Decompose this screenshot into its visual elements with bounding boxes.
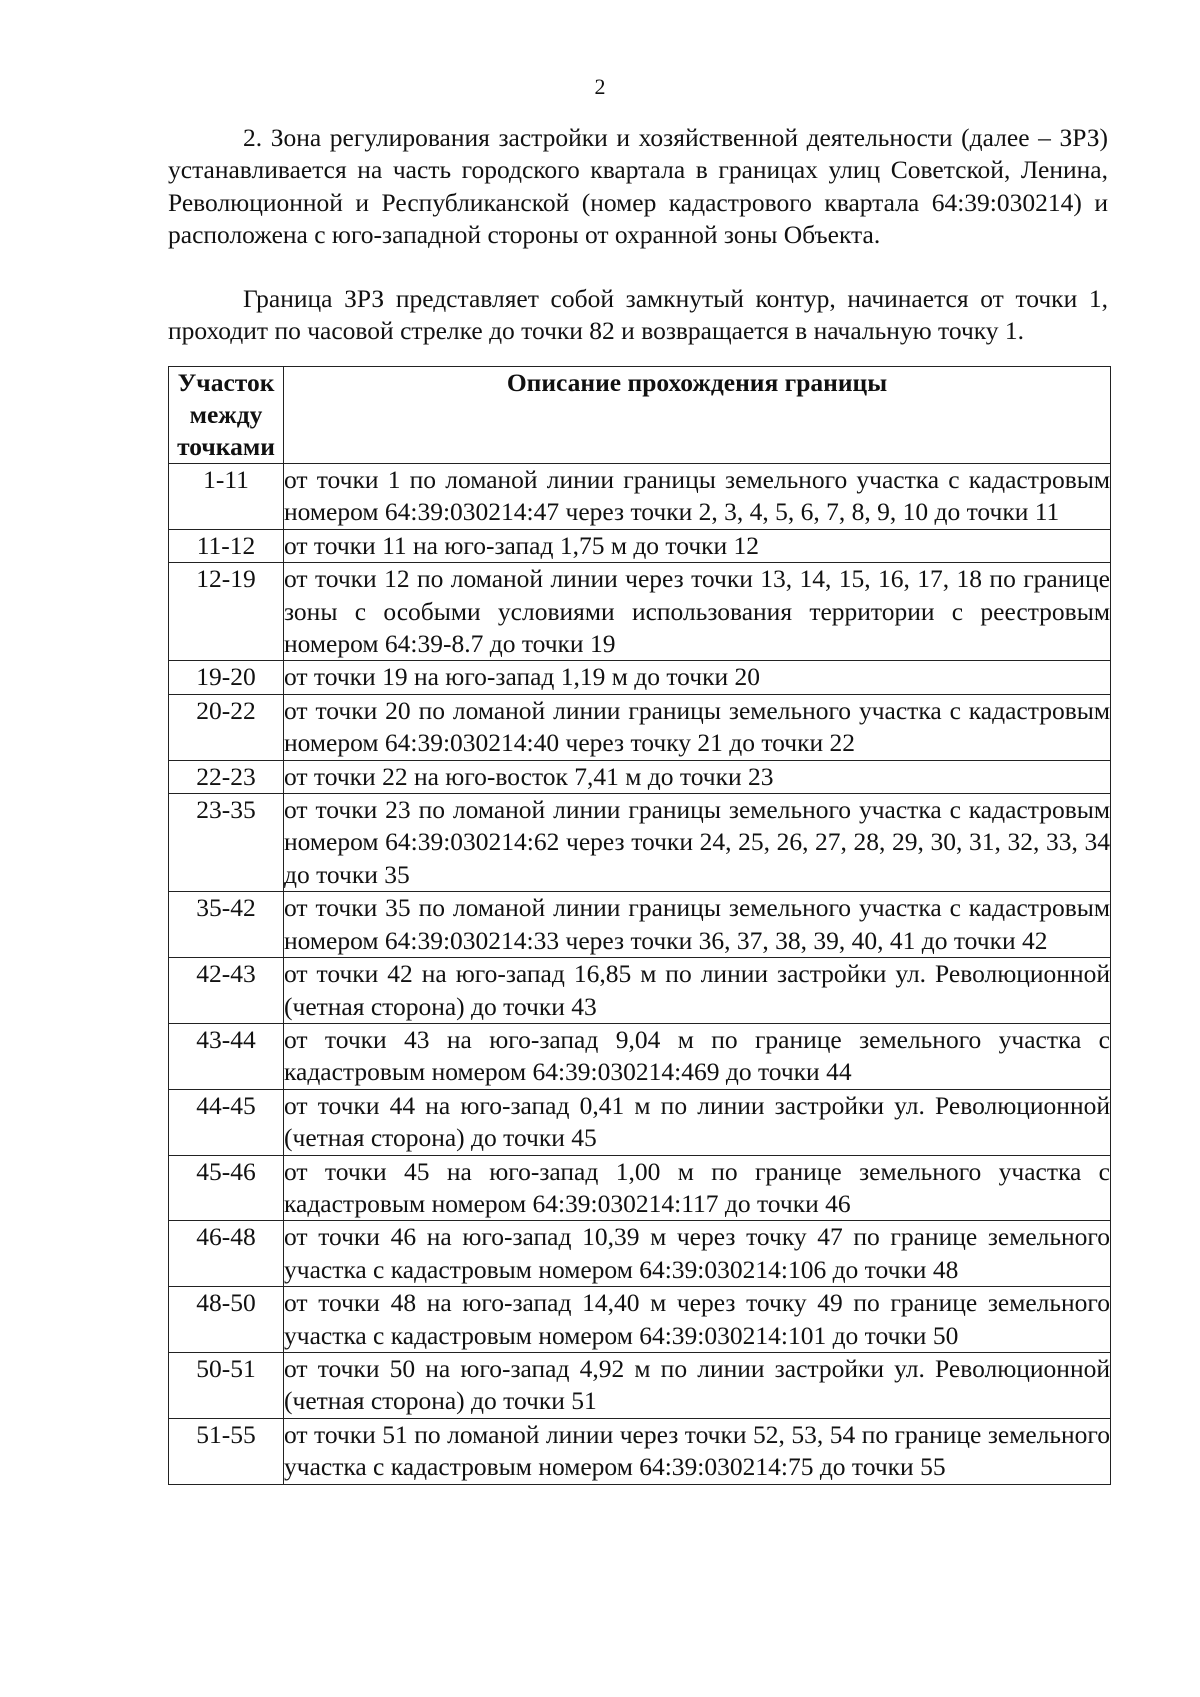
description-cell: от точки 23 по ломаной линии границы земельного участка с кадастровым номером 64:39:030214:62 через точки 24, 25, 26, 27, 28, 29, 30, 31, 32, 33, 34 до точки 35 xyxy=(284,794,1111,892)
segment-cell: 46-48 xyxy=(169,1221,284,1287)
description-cell: от точки 19 на юго-запад 1,19 м до точки 20 xyxy=(284,661,1111,694)
segment-cell: 50-51 xyxy=(169,1352,284,1418)
segment-cell: 44-45 xyxy=(169,1089,284,1155)
description-cell: от точки 43 на юго-запад 9,04 м по границе земельного участка с кадастровым номером 64:39:030214:469 до точки 44 xyxy=(284,1023,1111,1089)
segment-cell: 43-44 xyxy=(169,1023,284,1089)
boundary-table xyxy=(168,366,1111,1485)
paragraph-boundary-contour: Граница ЗРЗ представляет собой замкнутый контур, начинается от точки 1, проходит по часовой стрелке до точки 82 и возвращается в начальную точку 1. xyxy=(168,284,1108,346)
description-cell: от точки 46 на юго-запад 10,39 м через точку 47 по границе земельного участка с кадастровым номером 64:39:030214:106 до точки 48 xyxy=(284,1221,1111,1287)
description-cell: от точки 11 на юго-запад 1,75 м до точки 12 xyxy=(284,529,1111,562)
segment-cell: 19-20 xyxy=(169,661,284,694)
boundary-table-body xyxy=(169,464,1111,1485)
segment-cell: 11-12 xyxy=(169,529,284,562)
description-cell: от точки 20 по ломаной линии границы земельного участка с кадастровым номером 64:39:030214:40 через точку 21 до точки 22 xyxy=(284,694,1111,760)
header-segment: Участок между точками xyxy=(169,367,284,464)
paragraph-zone-description: 2. Зона регулирования застройки и хозяйственной деятельности (далее – ЗРЗ) устанавливается на часть городского квартала в границах улиц Советской, Ленина, Революционной и Республиканской (номер кадастрового квартала 64:39:030214) и расположена с юго-западной стороны от охранной зоны Объекта. xyxy=(168,123,1108,250)
table-row xyxy=(169,529,1111,562)
description-cell: от точки 22 на юго-восток 7,41 м до точки 23 xyxy=(284,760,1111,793)
page-number: 2 xyxy=(594,74,606,99)
table-row xyxy=(169,1352,1111,1418)
segment-cell: 48-50 xyxy=(169,1287,284,1353)
description-cell: от точки 50 на юго-запад 4,92 м по линии застройки ул. Революционной (четная сторона) до точки 51 xyxy=(284,1352,1111,1418)
description-cell: от точки 35 по ломаной линии границы земельного участка с кадастровым номером 64:39:030214:33 через точки 36, 37, 38, 39, 40, 41 до точки 42 xyxy=(284,892,1111,958)
table-row xyxy=(169,760,1111,793)
description-cell: от точки 42 на юго-запад 16,85 м по линии застройки ул. Революционной (четная сторона) до точки 43 xyxy=(284,958,1111,1024)
segment-cell: 42-43 xyxy=(169,958,284,1024)
segment-cell: 51-55 xyxy=(169,1418,284,1484)
segment-cell: 12-19 xyxy=(169,563,284,661)
table-row xyxy=(169,1418,1111,1484)
table-row xyxy=(169,794,1111,892)
table-row xyxy=(169,464,1111,530)
segment-cell: 23-35 xyxy=(169,794,284,892)
segment-cell: 45-46 xyxy=(169,1155,284,1221)
table-row xyxy=(169,1155,1111,1221)
table-row xyxy=(169,958,1111,1024)
description-cell: от точки 12 по ломаной линии через точки 13, 14, 15, 16, 17, 18 по границе зоны с особыми условиями использования территории с реестровым номером 64:39-8.7 до точки 19 xyxy=(284,563,1111,661)
description-cell: от точки 44 на юго-запад 0,41 м по линии застройки ул. Революционной (четная сторона) до точки 45 xyxy=(284,1089,1111,1155)
table-row xyxy=(169,694,1111,760)
table-row xyxy=(169,563,1111,661)
header-row xyxy=(169,367,1111,464)
description-cell: от точки 1 по ломаной линии границы земельного участка с кадастровым номером 64:39:030214:47 через точки 2, 3, 4, 5, 6, 7, 8, 9, 10 до точки 11 xyxy=(284,464,1111,530)
table-row xyxy=(169,1287,1111,1353)
segment-cell: 1-11 xyxy=(169,464,284,530)
table-row xyxy=(169,1089,1111,1155)
description-cell: от точки 45 на юго-запад 1,00 м по границе земельного участка с кадастровым номером 64:39:030214:117 до точки 46 xyxy=(284,1155,1111,1221)
description-cell: от точки 48 на юго-запад 14,40 м через точку 49 по границе земельного участка с кадастровым номером 64:39:030214:101 до точки 50 xyxy=(284,1287,1111,1353)
header-description: Описание прохождения границы xyxy=(284,367,1111,464)
table-row xyxy=(169,1023,1111,1089)
table-row xyxy=(169,892,1111,958)
table-row xyxy=(169,1221,1111,1287)
description-cell: от точки 51 по ломаной линии через точки 52, 53, 54 по границе земельного участка с кадастровым номером 64:39:030214:75 до точки 55 xyxy=(284,1418,1111,1484)
segment-cell: 35-42 xyxy=(169,892,284,958)
segment-cell: 22-23 xyxy=(169,760,284,793)
segment-cell: 20-22 xyxy=(169,694,284,760)
boundary-table-header xyxy=(169,367,1111,464)
table-row xyxy=(169,661,1111,694)
